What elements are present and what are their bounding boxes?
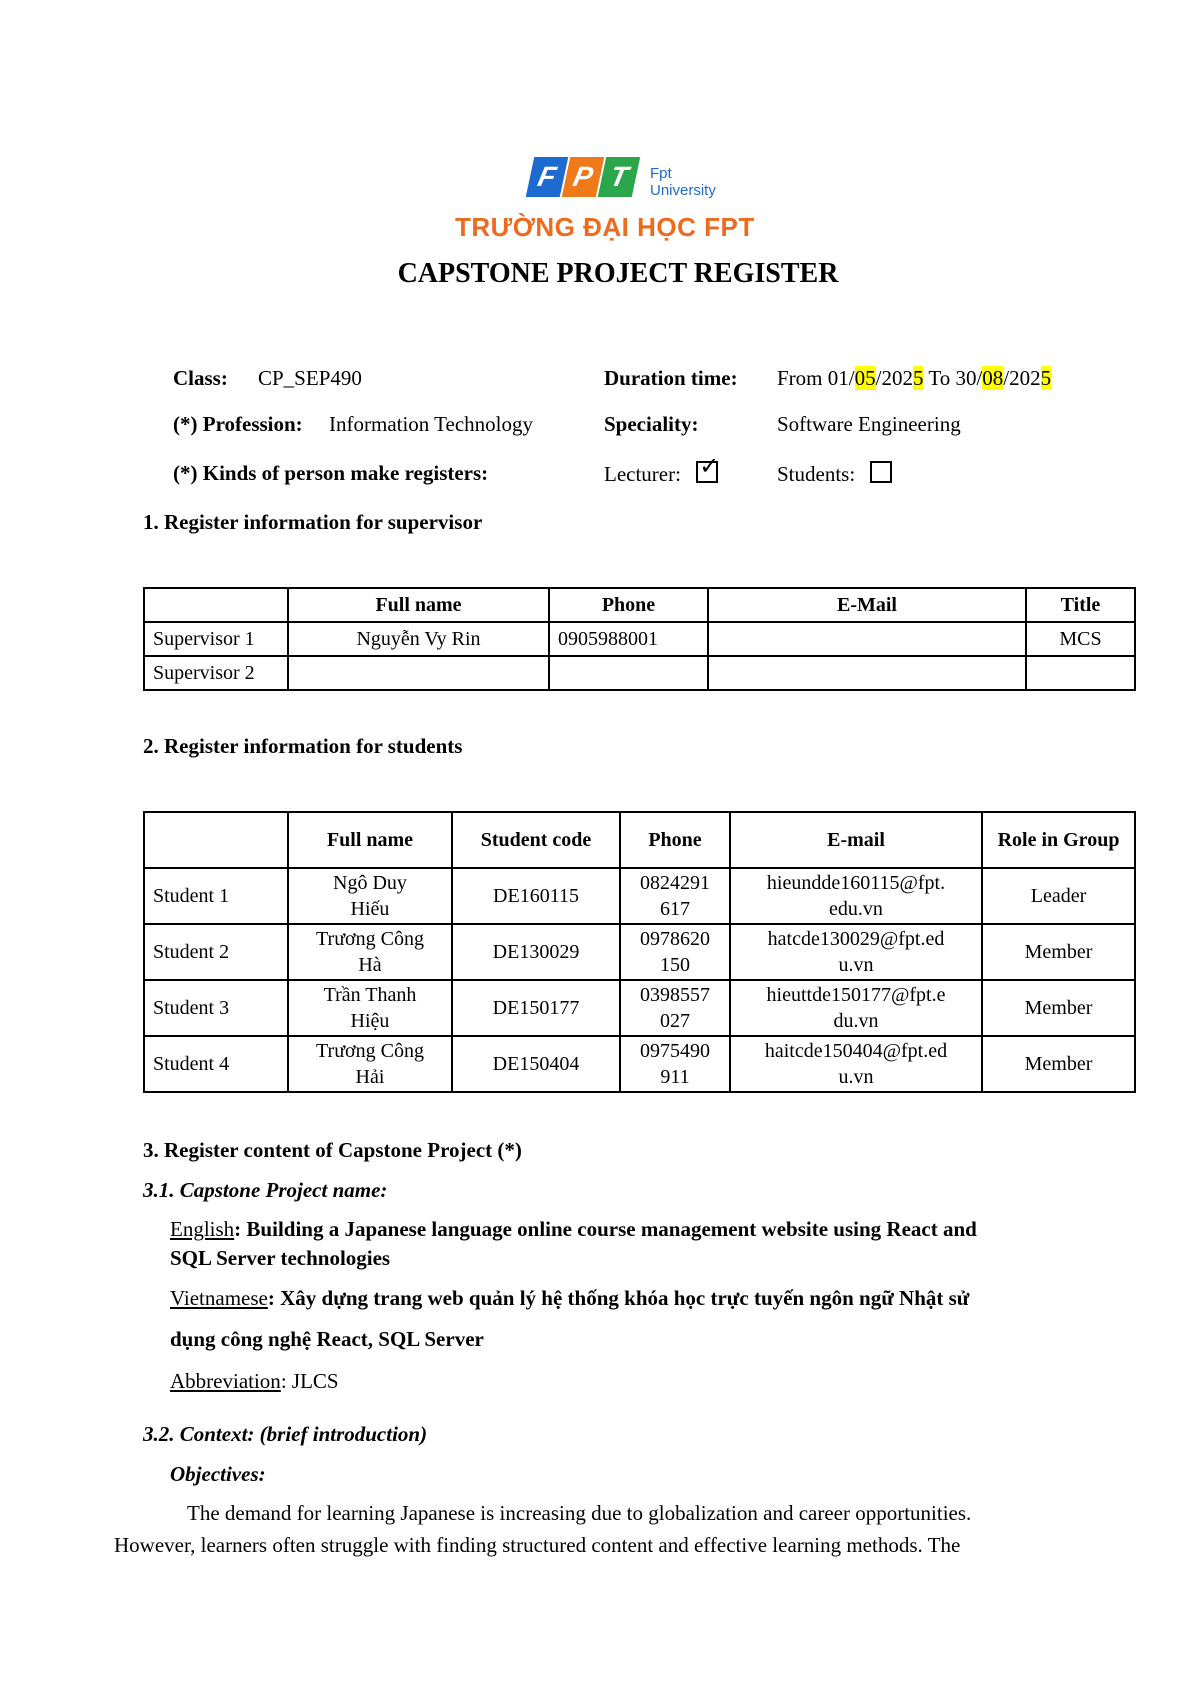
logo-university: Fpt University (650, 165, 716, 199)
context-paragraph-line2: However, learners often struggle with finding structured content and effective learning methods. The (114, 1533, 961, 1557)
table-cell: Trần Thanh Hiệu (288, 980, 452, 1036)
abbreviation-value: JLCS (291, 1369, 339, 1393)
table-cell: Trương Công Hải (288, 1036, 452, 1092)
table-header: Title (1026, 588, 1135, 622)
table-cell: 0824291 617 (620, 868, 730, 924)
table-header: Phone (620, 812, 730, 868)
table-cell: Member (982, 924, 1135, 980)
table-cell: MCS (1026, 622, 1135, 656)
abbreviation: Abbreviation: JLCS (170, 1369, 339, 1393)
school-name: TRƯỜNG ĐẠI HỌC FPT (455, 212, 755, 242)
students-checkbox[interactable] (870, 461, 892, 483)
profession-value: Information Technology (329, 412, 534, 436)
profession-label: (*) Profession: (173, 412, 303, 436)
project-name-subheading: 3.1. Capstone Project name: (143, 1178, 388, 1202)
vietnamese-name: Vietnamese: Xây dựng trang web quản lý hệ thống khóa học trực tuyến ngôn ngữ Nhật sử (170, 1286, 970, 1310)
students-option (777, 461, 892, 487)
table-cell: DE150404 (452, 1036, 620, 1092)
table-header: E-mail (730, 812, 982, 868)
table-row (144, 622, 1135, 656)
table-header (144, 812, 288, 868)
section1-heading: 1. Register information for supervisor (143, 510, 483, 534)
table-cell: Ngô Duy Hiếu (288, 868, 452, 924)
table-cell: hieuttde150177@fpt.e du.vn (730, 980, 982, 1036)
context-paragraph-line1: The demand for learning Japanese is increasing due to globalization and career opportunities. (187, 1501, 972, 1525)
speciality-value: Software Engineering (777, 412, 961, 436)
english-value-line2: SQL Server technologies (170, 1246, 391, 1270)
duration-label: Duration time: (604, 366, 738, 390)
table-cell: Member (982, 1036, 1135, 1092)
table-cell: haitcde150404@fpt.ed u.vn (730, 1036, 982, 1092)
table-cell: Student 1 (144, 868, 288, 924)
from-label: From (777, 366, 823, 390)
vietnamese-label: Vietnamese (170, 1286, 268, 1310)
table-cell (288, 656, 549, 690)
page-title: CAPSTONE PROJECT REGISTER (397, 258, 839, 289)
english-name: English: Building a Japanese language online course management website using React and (170, 1217, 977, 1241)
english-label: English (170, 1217, 235, 1241)
table-header: Full name (288, 812, 452, 868)
table-header-row (144, 588, 1135, 622)
english-value: Building a Japanese language online course management website using React and (246, 1217, 977, 1241)
to-label: To (928, 366, 951, 390)
table-cell: Trương Công Hà (288, 924, 452, 980)
vietnamese-value-line2: dụng công nghệ React, SQL Server (170, 1327, 484, 1351)
table-row (144, 1036, 1135, 1092)
table-header: Role in Group (982, 812, 1135, 868)
table-cell: 0398557 027 (620, 980, 730, 1036)
section2-heading: 2. Register information for students (143, 734, 463, 758)
table-cell: hatcde130029@fpt.ed u.vn (730, 924, 982, 980)
table-header (144, 588, 288, 622)
speciality-label: Speciality: (604, 412, 699, 436)
class-label: Class: (173, 366, 228, 390)
check-icon: ✓ (699, 454, 720, 480)
duration-value (777, 366, 1051, 391)
table-cell (708, 656, 1026, 690)
table-cell: Member (982, 980, 1135, 1036)
context-subheading: 3.2. Context: (brief introduction) (143, 1422, 428, 1446)
to-date: 30/08/2025 (955, 366, 1052, 390)
lecturer-checkbox[interactable] (696, 454, 720, 483)
table-cell (708, 622, 1026, 656)
section3-heading: 3. Register content of Capstone Project (*) (143, 1138, 522, 1162)
vietnamese-value: Xây dựng trang web quản lý hệ thống khóa học trực tuyến ngôn ngữ Nhật sử (280, 1286, 970, 1310)
class-value: CP_SEP490 (258, 366, 362, 390)
table-cell: Student 4 (144, 1036, 288, 1092)
table-cell: Supervisor 1 (144, 622, 288, 656)
table-cell: Student 3 (144, 980, 288, 1036)
table-row (144, 656, 1135, 690)
lecturer-label: Lecturer: (604, 462, 681, 486)
table-cell: DE150177 (452, 980, 620, 1036)
logo-letter-f: F (526, 157, 569, 197)
table-header: Student code (452, 812, 620, 868)
table-row (144, 980, 1135, 1036)
table-cell: 0905988001 (549, 622, 708, 656)
logo-letter-p: P (562, 157, 605, 197)
supervisor-table (143, 587, 1136, 691)
kinds-label: (*) Kinds of person make registers: (173, 461, 489, 485)
logo-letter-t: T (598, 157, 641, 197)
table-cell: Leader (982, 868, 1135, 924)
table-cell: 0978620 150 (620, 924, 730, 980)
table-header: Full name (288, 588, 549, 622)
table-row (144, 924, 1135, 980)
table-cell (1026, 656, 1135, 690)
table-cell: 0975490 911 (620, 1036, 730, 1092)
table-cell: DE160115 (452, 868, 620, 924)
students-label: Students: (777, 462, 856, 486)
table-cell: hieundde160115@fpt. edu.vn (730, 868, 982, 924)
table-cell: Nguyễn Vy Rin (288, 622, 549, 656)
abbreviation-label: Abbreviation (170, 1369, 281, 1393)
from-date: 01/05/2025 (827, 366, 924, 390)
table-cell: Supervisor 2 (144, 656, 288, 690)
lecturer-option (604, 454, 720, 487)
table-header-row (144, 812, 1135, 868)
table-row (144, 868, 1135, 924)
table-cell: Student 2 (144, 924, 288, 980)
table-cell: DE130029 (452, 924, 620, 980)
table-header: E-Mail (708, 588, 1026, 622)
objectives-label: Objectives: (170, 1462, 266, 1486)
table-cell (549, 656, 708, 690)
table-header: Phone (549, 588, 708, 622)
students-table (143, 811, 1136, 1093)
